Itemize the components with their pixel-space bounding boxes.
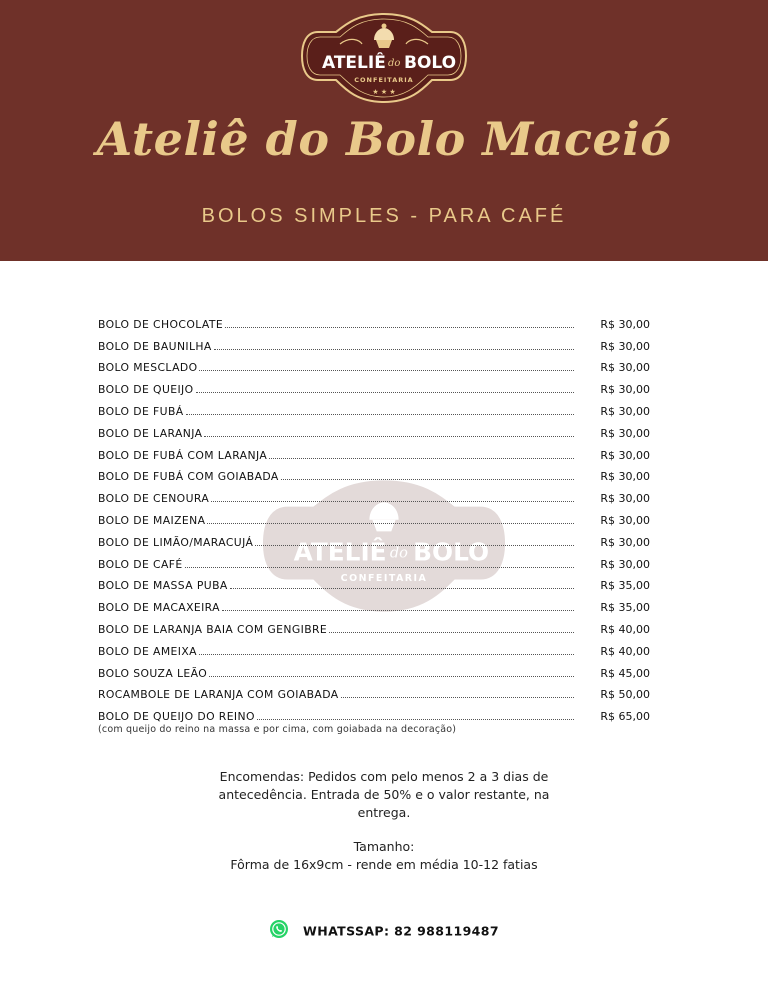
dot-leader [329,631,574,633]
menu-item-name: BOLO DE FUBÁ COM GOIABADA [98,470,279,484]
dot-leader [341,696,574,698]
menu-note: (com queijo do reino na massa e por cima, com goiabada na decoração) [98,724,457,735]
menu-item-name: BOLO DE FUBÁ [98,404,184,418]
menu-item [98,592,650,614]
menu-item-price: R$ 40,00 [600,622,650,636]
menu-item [98,636,650,658]
menu-item [98,571,650,593]
watermark-text-right: BOLO [413,537,490,567]
menu-item-price: R$ 30,00 [600,513,650,527]
menu-item-name: BOLO MESCLADO [98,361,198,375]
dot-leader [199,653,574,655]
whatsapp-number[interactable]: WHATSSAP: 82 988119487 [303,923,499,939]
menu-item-name: BOLO DE QUEIJO [98,383,194,397]
menu-item-name: BOLO DE QUEIJO DO REINO [98,710,255,724]
dot-leader [255,544,574,546]
menu-item-price: R$ 30,00 [600,339,650,353]
menu-item [98,440,650,462]
menu-item [98,505,650,527]
dot-leader [185,566,574,568]
menu-item [98,483,650,505]
menu-item-price: R$ 30,00 [600,492,650,506]
dot-leader [257,718,574,720]
menu-item-price: R$ 50,00 [600,688,650,702]
menu-item [98,549,650,571]
size-value: Fôrma de 16x9cm - rende em média 10-12 fatias [230,857,538,872]
menu-item [98,396,650,418]
menu-item-price: R$ 65,00 [600,710,650,724]
menu-item-price: R$ 40,00 [600,644,650,658]
dot-leader [196,391,574,393]
menu-item-name: BOLO DE LARANJA [98,426,203,440]
dot-leader [281,478,574,480]
menu-item-price: R$ 30,00 [600,383,650,397]
menu-item-name: BOLO DE CAFÉ [98,557,183,571]
menu-item-price: R$ 30,00 [600,470,650,484]
menu-item [98,701,650,723]
menu-item-name: BOLO DE CENOURA [98,492,210,506]
menu-item [98,331,650,353]
menu-item [98,309,650,331]
brand-logo [300,10,468,106]
whatsapp-icon [269,919,289,939]
menu-item-name: BOLO DE FUBÁ COM LARANJA [98,448,268,462]
menu-item [98,614,650,636]
menu-item-name: BOLO DE LIMÃO/MARACUJÁ [98,535,254,549]
logo-text-right: BOLO [404,53,457,73]
menu-item [98,353,650,375]
dot-leader [269,457,574,459]
menu-item-price: R$ 30,00 [600,317,650,331]
menu-item-price: R$ 30,00 [600,557,650,571]
order-info [210,768,558,874]
menu-item-name: BOLO DE MACAXEIRA [98,601,220,615]
menu-item-name: BOLO DE LARANJA BAIA COM GENGIBRE [98,622,328,636]
header-banner [0,0,768,261]
menu-item-name: ROCAMBOLE DE LARANJA COM GOIABADA [98,688,339,702]
section-subtitle: BOLOS SIMPLES - PARA CAFÉ [201,205,567,227]
dot-leader [230,587,574,589]
menu-item-price: R$ 30,00 [600,404,650,418]
dot-leader [207,522,574,524]
menu-item-price: R$ 30,00 [600,426,650,440]
dot-leader [211,500,574,502]
menu-item-name: BOLO DE CHOCOLATE [98,317,224,331]
menu-item-name: BOLO SOUZA LEÃO [98,666,208,680]
logo-text-left: ATELIÊ [322,53,386,73]
watermark-text-small: do [389,544,408,562]
menu-item-name: BOLO DE MASSA PUBA [98,579,228,593]
svg-text:★ ★ ★: ★ ★ ★ [372,88,396,96]
size-label: Tamanho: [353,839,415,854]
page-title: Ateliê do Bolo Maceió [96,112,672,166]
contact-line [0,922,768,942]
logo-text-sub: CONFEITARIA [354,76,414,84]
menu-item-price: R$ 45,00 [600,666,650,680]
menu-item-price: R$ 30,00 [600,361,650,375]
menu-item-name: BOLO DE BAUNILHA [98,339,212,353]
menu-item-price: R$ 30,00 [600,448,650,462]
price-list [98,309,650,723]
dot-leader [204,435,574,437]
menu-item-price: R$ 35,00 [600,601,650,615]
menu-item [98,680,650,702]
watermark-text-left: ATELIÊ [293,537,387,567]
watermark-text-sub: CONFEITARIA [340,573,428,584]
menu-item-name: BOLO DE AMEIXA [98,644,197,658]
menu-item [98,527,650,549]
dot-leader [209,675,574,677]
logo-text-small: do [388,58,401,69]
dot-leader [214,348,574,350]
menu-item-price: R$ 35,00 [600,579,650,593]
menu-item [98,374,650,396]
orders-text: Encomendas: Pedidos com pelo menos 2 a 3 dias de antecedência. Entrada de 50% e o valor restante, na entrega. [218,769,550,820]
dot-leader [225,326,574,328]
menu-item [98,658,650,680]
menu-item [98,418,650,440]
menu-item-name: BOLO DE MAIZENA [98,513,206,527]
dot-leader [186,413,574,415]
menu-item-price: R$ 30,00 [600,535,650,549]
dot-leader [222,609,574,611]
dot-leader [199,369,574,371]
menu-item [98,462,650,484]
